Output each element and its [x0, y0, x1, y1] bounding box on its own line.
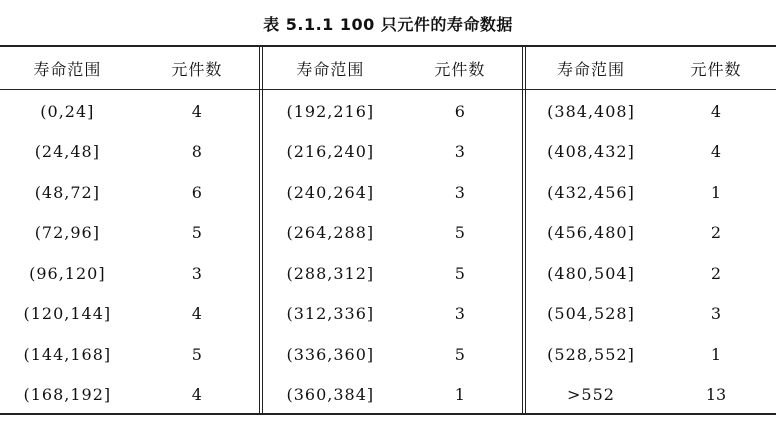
range-cell: (168,192]	[23, 385, 112, 405]
table-row	[263, 132, 522, 173]
count-cell: 3	[454, 142, 465, 162]
count-cell: 3	[710, 304, 722, 324]
table-row	[0, 91, 259, 132]
count-cell: 13	[705, 385, 727, 405]
range-cell: (120,144]	[23, 304, 112, 324]
table-row	[0, 375, 259, 416]
header-count: 元件数	[434, 59, 486, 79]
table-row	[0, 213, 259, 254]
table-row	[263, 213, 522, 254]
count-cell: 4	[191, 304, 202, 324]
header-count: 元件数	[171, 59, 223, 79]
count-cell: 3	[454, 182, 465, 202]
count-cell: 5	[454, 263, 465, 283]
header-row	[263, 47, 522, 89]
table-row	[263, 294, 522, 335]
range-cell: (48,72]	[34, 182, 100, 202]
header-range: 寿命范围	[556, 59, 625, 79]
table-caption: 表 5.1.1 100 只元件的寿命数据	[263, 15, 513, 34]
table-row	[526, 91, 776, 132]
count-cell: 2	[710, 223, 722, 243]
table-row	[526, 294, 776, 335]
table-row	[0, 253, 259, 294]
column-group-2	[263, 47, 522, 413]
range-cell: (72,96]	[34, 223, 100, 243]
count-cell: 5	[454, 344, 465, 364]
range-cell: (504,528]	[547, 304, 635, 324]
count-cell: 1	[710, 182, 722, 202]
table-row	[263, 334, 522, 375]
range-cell: (480,504]	[547, 263, 635, 283]
range-cell: (312,336]	[286, 304, 375, 324]
count-cell: 5	[454, 223, 465, 243]
table-row	[263, 91, 522, 132]
count-cell: 4	[191, 385, 202, 405]
count-cell: 6	[454, 101, 465, 121]
count-cell: 6	[191, 182, 202, 202]
header-range: 寿命范围	[296, 59, 365, 79]
count-cell: 3	[191, 263, 202, 283]
table-row	[526, 334, 776, 375]
range-cell: (192,216]	[286, 101, 375, 121]
column-group-3	[526, 47, 776, 413]
range-cell: (528,552]	[547, 344, 635, 364]
count-cell: 4	[710, 101, 722, 121]
table-row	[0, 172, 259, 213]
table-row	[0, 294, 259, 335]
range-cell: (336,360]	[286, 344, 375, 364]
range-cell: (96,120]	[29, 263, 106, 283]
count-cell: 4	[710, 142, 722, 162]
header-range: 寿命范围	[33, 59, 102, 79]
table-row	[526, 172, 776, 213]
range-cell: (288,312]	[286, 263, 375, 283]
range-cell: (456,480]	[547, 223, 635, 243]
range-cell: (216,240]	[286, 142, 375, 162]
header-row	[526, 47, 776, 89]
table-row	[526, 132, 776, 173]
range-cell: (0,24]	[40, 101, 95, 121]
table-body	[0, 91, 259, 415]
count-cell: 2	[710, 263, 722, 283]
table-row	[0, 334, 259, 375]
count-cell: 5	[191, 223, 202, 243]
header-row	[0, 47, 259, 89]
range-cell: (264,288]	[286, 223, 375, 243]
count-cell: 1	[710, 344, 722, 364]
table-row	[0, 132, 259, 173]
table-body	[526, 91, 776, 415]
table-row	[526, 253, 776, 294]
table-row	[263, 375, 522, 416]
header-count: 元件数	[690, 59, 742, 79]
column-group-1	[0, 47, 259, 413]
range-cell: (24,48]	[34, 142, 100, 162]
count-cell: 3	[454, 304, 465, 324]
table-body	[263, 91, 522, 415]
range-cell: (360,384]	[286, 385, 375, 405]
range-cell: (408,432]	[547, 142, 635, 162]
count-cell: 8	[191, 142, 202, 162]
table-row	[263, 253, 522, 294]
table-row	[263, 172, 522, 213]
range-cell: (384,408]	[547, 101, 635, 121]
range-cell: >552	[567, 385, 615, 405]
range-cell: (432,456]	[547, 182, 635, 202]
range-cell: (144,168]	[23, 344, 112, 364]
count-cell: 1	[454, 385, 465, 405]
count-cell: 4	[191, 101, 202, 121]
count-cell: 5	[191, 344, 202, 364]
table-row	[526, 213, 776, 254]
range-cell: (240,264]	[286, 182, 375, 202]
table-row	[526, 375, 776, 416]
